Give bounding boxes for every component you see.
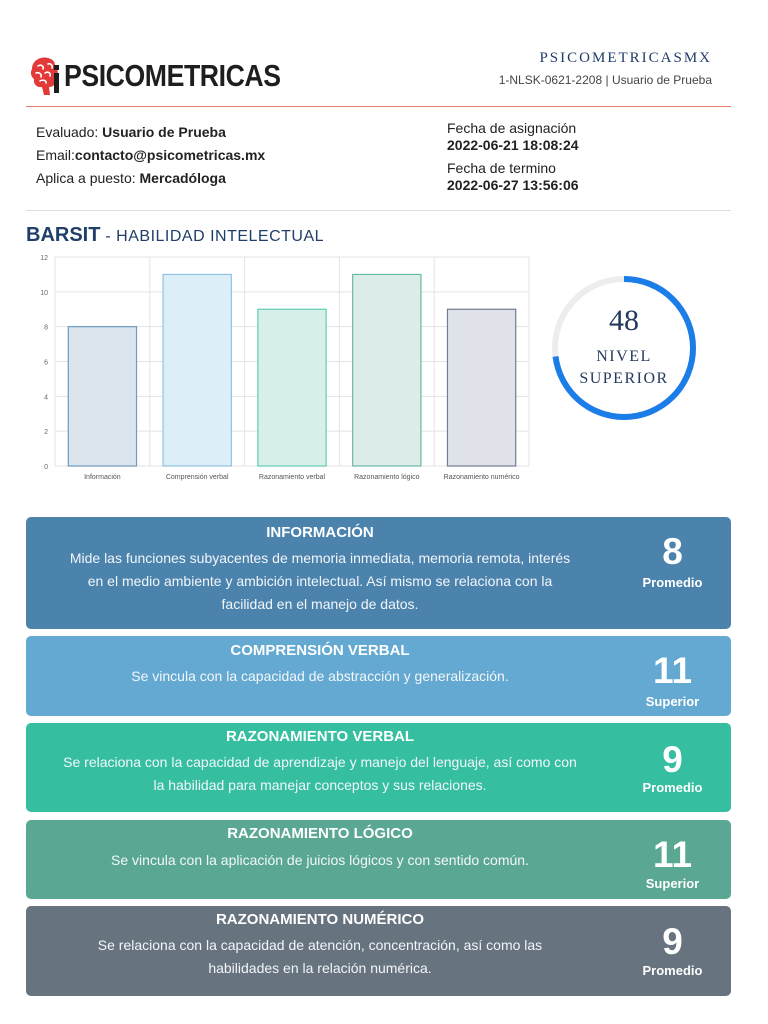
gauge-score: 48 <box>609 304 639 337</box>
factor-description <box>26 665 614 688</box>
logo-wordmark: PSICOMETRICAS <box>64 58 281 93</box>
factor-title: RAZONAMIENTO NUMÉRICO <box>215 911 425 928</box>
y-tick-label: 0 <box>44 464 48 471</box>
bar <box>258 309 326 466</box>
asignacion-value: 2022-06-21 18:08:24 <box>447 137 579 153</box>
factor-title: RAZONAMIENTO VERBAL <box>225 728 415 745</box>
termino-value: 2022-06-27 13:56:06 <box>447 177 579 193</box>
factor-card <box>26 636 731 716</box>
description-line: Se relaciona con la capacidad de atención, concentración, así como las <box>97 937 543 953</box>
bar <box>353 274 421 466</box>
description-line: Se relaciona con la capacidad de aprendizaje y manejo del lenguaje, así como con <box>63 754 577 770</box>
psicometricas-logo <box>28 52 316 100</box>
y-tick-label: 8 <box>44 324 48 332</box>
factor-description <box>26 934 614 980</box>
gauge-label-nivel: NIVEL <box>596 348 652 365</box>
factor-level: Promedio <box>642 780 703 795</box>
factor-level: Promedio <box>642 963 703 978</box>
brain-logo-icon <box>28 52 62 100</box>
evaluado-value: Usuario de Prueba <box>102 124 226 140</box>
puesto-label: Aplica a puesto: <box>36 170 140 186</box>
asignacion-label: Fecha de asignación <box>447 120 577 136</box>
y-tick-label: 6 <box>44 359 48 367</box>
factor-title: COMPRENSIÓN VERBAL <box>230 642 410 659</box>
description-line: la habilidad para manejar conceptos y sus relaciones. <box>153 777 487 793</box>
y-tick-label: 12 <box>40 255 48 262</box>
factor-card <box>26 723 731 812</box>
score-gauge <box>548 274 700 422</box>
header-user: Usuario de Prueba <box>611 73 712 87</box>
factor-score: 9 <box>662 739 683 780</box>
x-tick-label: Razonamiento numérico <box>443 474 520 481</box>
email-row <box>36 144 265 167</box>
puesto-value: Mercadóloga <box>139 170 226 186</box>
evaluado-label: Evaluado: <box>36 124 103 140</box>
gauge-label-level: SUPERIOR <box>579 370 669 387</box>
description-line: Mide las funciones subyacentes de memoria inmediata, memoria remota, interés <box>69 550 571 566</box>
candidate-info <box>36 121 265 190</box>
puesto-row <box>36 167 265 190</box>
test-name: BARSIT <box>26 224 101 246</box>
factor-title: RAZONAMIENTO LÓGICO <box>227 825 413 842</box>
factor-description <box>26 849 614 872</box>
description-line: Se vincula con la capacidad de abstracción y generalización. <box>131 668 509 684</box>
y-tick-label: 2 <box>44 429 48 437</box>
section-title <box>26 224 324 247</box>
factor-score: 8 <box>662 531 683 572</box>
factor-score: 11 <box>652 834 693 875</box>
email-value: contacto@psicometricas.mx <box>74 147 266 163</box>
info-divider <box>26 210 731 211</box>
factor-score: 11 <box>652 650 693 691</box>
brand-name: PSICOMETRICASMX <box>539 50 712 66</box>
factor-card <box>26 820 731 899</box>
description-line: Se vincula con la aplicación de juicios lógicos y con sentido común. <box>111 852 529 868</box>
header-divider <box>26 106 731 107</box>
report-code: 1-NLSK-0621-2208 <box>498 73 603 87</box>
email-label: Email: <box>36 147 75 163</box>
x-tick-label: Razonamiento verbal <box>258 474 326 481</box>
factor-description <box>26 751 614 797</box>
y-tick-label: 4 <box>44 394 48 402</box>
factor-card <box>26 906 731 996</box>
factor-level: Promedio <box>642 575 703 590</box>
bar <box>68 327 136 466</box>
factor-score: 9 <box>662 921 683 962</box>
factor-level: Superior <box>645 876 700 891</box>
description-line: facilidad en el manejo de datos. <box>221 596 419 612</box>
title-dash: - <box>100 228 117 245</box>
description-line: habilidades en la relación numérica. <box>208 960 432 976</box>
termino-label: Fecha de termino <box>447 160 556 176</box>
bar <box>447 309 515 466</box>
x-tick-label: Información <box>84 474 121 481</box>
test-subtitle: HABILIDAD INTELECTUAL <box>116 228 325 245</box>
dates-info <box>447 119 579 199</box>
factor-card <box>26 517 731 629</box>
factor-level: Superior <box>645 694 700 709</box>
evaluado-row <box>36 121 265 144</box>
bar <box>163 274 231 466</box>
report-code-line <box>499 73 712 87</box>
x-tick-label: Razonamiento lógico <box>354 474 420 481</box>
x-tick-label: Comprensión verbal <box>165 474 229 481</box>
separator: | <box>605 73 609 87</box>
factor-description <box>26 547 614 616</box>
y-tick-label: 10 <box>40 289 48 297</box>
description-line: en el medio ambiente y ambición intelectual. Así mismo se relaciona con la <box>87 573 553 589</box>
bar-chart <box>26 251 536 487</box>
factor-title: INFORMACIÓN <box>266 524 374 541</box>
bar-chart-svg <box>26 251 536 487</box>
